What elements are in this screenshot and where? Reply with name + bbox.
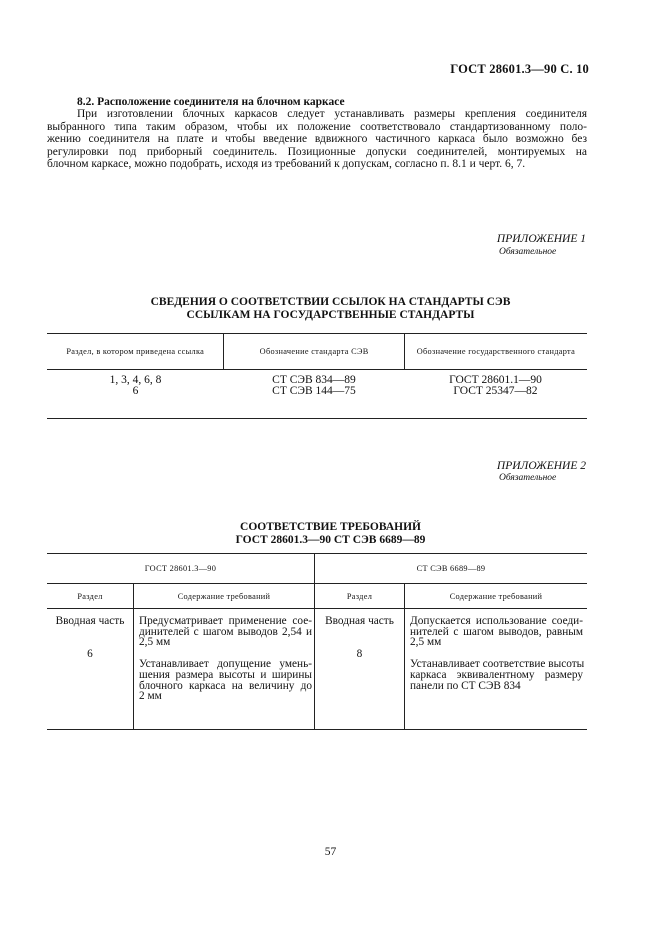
paragraph-line: регулировки под приборный соединитель. Позиционные допуски соединителей, монтируемых на bbox=[47, 145, 587, 158]
references-table bbox=[47, 333, 587, 419]
cell-value: СТ СЭВ 834—89 bbox=[272, 374, 356, 386]
appendix-1-label: ПРИЛОЖЕНИЕ 1 bbox=[496, 233, 586, 245]
table-cell bbox=[47, 370, 224, 418]
appendix-1-title bbox=[0, 296, 661, 321]
table-header-row bbox=[47, 584, 587, 609]
cell-line: каркаса эквивалентному размеру bbox=[410, 668, 583, 681]
paragraph-line: выбранного типа таким образом, чтобы их положение соответствовало стандартизованному поло- bbox=[47, 120, 587, 133]
group-header: СТ СЭВ 6689—89 bbox=[314, 554, 587, 583]
requirements-table bbox=[47, 553, 587, 730]
table-column bbox=[314, 609, 404, 729]
table-cell bbox=[410, 659, 583, 691]
cell-value: СТ СЭВ 144—75 bbox=[272, 384, 356, 397]
table-column bbox=[404, 609, 587, 729]
cell-line: 2,5 мм bbox=[139, 636, 171, 649]
cell-line: шения размера высоты и ширины bbox=[139, 668, 312, 681]
cell-value: ГОСТ 25347—82 bbox=[453, 384, 538, 397]
cell-line: панели по СТ СЭВ 834 bbox=[410, 679, 521, 692]
cell-value: ГОСТ 28601.1—90 bbox=[449, 374, 542, 386]
page-number: 57 bbox=[324, 846, 337, 858]
cell-line: 2,5 мм bbox=[410, 636, 442, 649]
table-cell bbox=[139, 659, 312, 702]
table-column bbox=[133, 609, 314, 729]
table-cell: 8 bbox=[356, 647, 363, 660]
appendix-2-title-line: ГОСТ 28601.3—90 СТ СЭВ 6689—89 bbox=[235, 533, 426, 546]
page-header: ГОСТ 28601.3—90 С. 10 bbox=[450, 62, 589, 76]
column-header: Содержание требований bbox=[133, 584, 314, 608]
group-header: ГОСТ 28601.3—90 bbox=[144, 564, 217, 573]
paragraph-line: блочном каркасе, можно подобрать, исходя из требований к допускам, согласно п. 8.1 и черт. 6, 7. bbox=[47, 158, 526, 171]
column-header: Раздел bbox=[77, 591, 103, 601]
cell-value: 1, 3, 4, 6, 8 bbox=[109, 374, 162, 386]
column-header: Обозначение стандарта СЭВ bbox=[223, 334, 403, 369]
section-paragraph bbox=[47, 108, 587, 171]
cell-line: нителей с шагом выводов, равным bbox=[410, 625, 583, 638]
appendix-1-title-line: СВЕДЕНИЯ О СООТВЕТСТВИИ ССЫЛОК НА СТАНДАРТЫ СЭВ bbox=[150, 296, 511, 308]
table-cell bbox=[224, 370, 404, 418]
table-body bbox=[47, 609, 587, 729]
table-row bbox=[47, 370, 587, 418]
table-column bbox=[47, 609, 133, 729]
column-header: Обозначение государственного стандарта bbox=[404, 334, 587, 369]
table-group-header-row bbox=[47, 554, 587, 584]
table-cell: Вводная часть bbox=[325, 615, 394, 627]
paragraph-line: жению соединителя на плате и чтобы введение вдвижного частичного каркаса было возможно без bbox=[47, 133, 587, 146]
table-cell bbox=[404, 370, 587, 418]
table-header-row bbox=[47, 334, 587, 370]
table-cell bbox=[410, 616, 583, 648]
cell-line: 2 мм bbox=[139, 690, 162, 703]
table-cell: Вводная часть bbox=[55, 615, 125, 627]
section-title: 8.2. Расположение соединителя на блочном каркасе bbox=[77, 96, 345, 108]
appendix-2-title bbox=[0, 521, 661, 546]
column-header: Раздел bbox=[314, 584, 404, 608]
table-cell: 6 bbox=[87, 647, 93, 660]
table-cell bbox=[139, 616, 312, 648]
appendix-1-title-line: ССЫЛКАМ НА ГОСУДАРСТВЕННЫЕ СТАНДАРТЫ bbox=[186, 308, 475, 321]
column-header: Содержание требований bbox=[404, 584, 587, 608]
appendix-1-status: Обязательное bbox=[499, 247, 557, 257]
paragraph-line: При изготовлении блочных каркасов следует устанавливать размеры крепления соединителя bbox=[77, 108, 587, 120]
appendix-2-status: Обязательное bbox=[499, 473, 557, 483]
cell-line: Допускается использование соеди- bbox=[410, 615, 583, 627]
cell-line: Предусматривает применение сое- bbox=[139, 615, 312, 627]
appendix-2-title-line: СООТВЕТСТВИЕ ТРЕБОВАНИЙ bbox=[240, 521, 421, 533]
cell-line: Устанавливает соответствие высоты bbox=[410, 658, 585, 671]
appendix-2-label: ПРИЛОЖЕНИЕ 2 bbox=[496, 460, 586, 472]
cell-line: динителей с шагом выводов 2,54 и bbox=[139, 625, 312, 638]
cell-value: 6 bbox=[132, 384, 139, 397]
column-header: Раздел, в котором приведена ссылка bbox=[66, 347, 205, 356]
cell-line: блочного каркаса на величину до bbox=[139, 679, 312, 692]
cell-line: Устанавливает допущение умень- bbox=[139, 658, 312, 671]
